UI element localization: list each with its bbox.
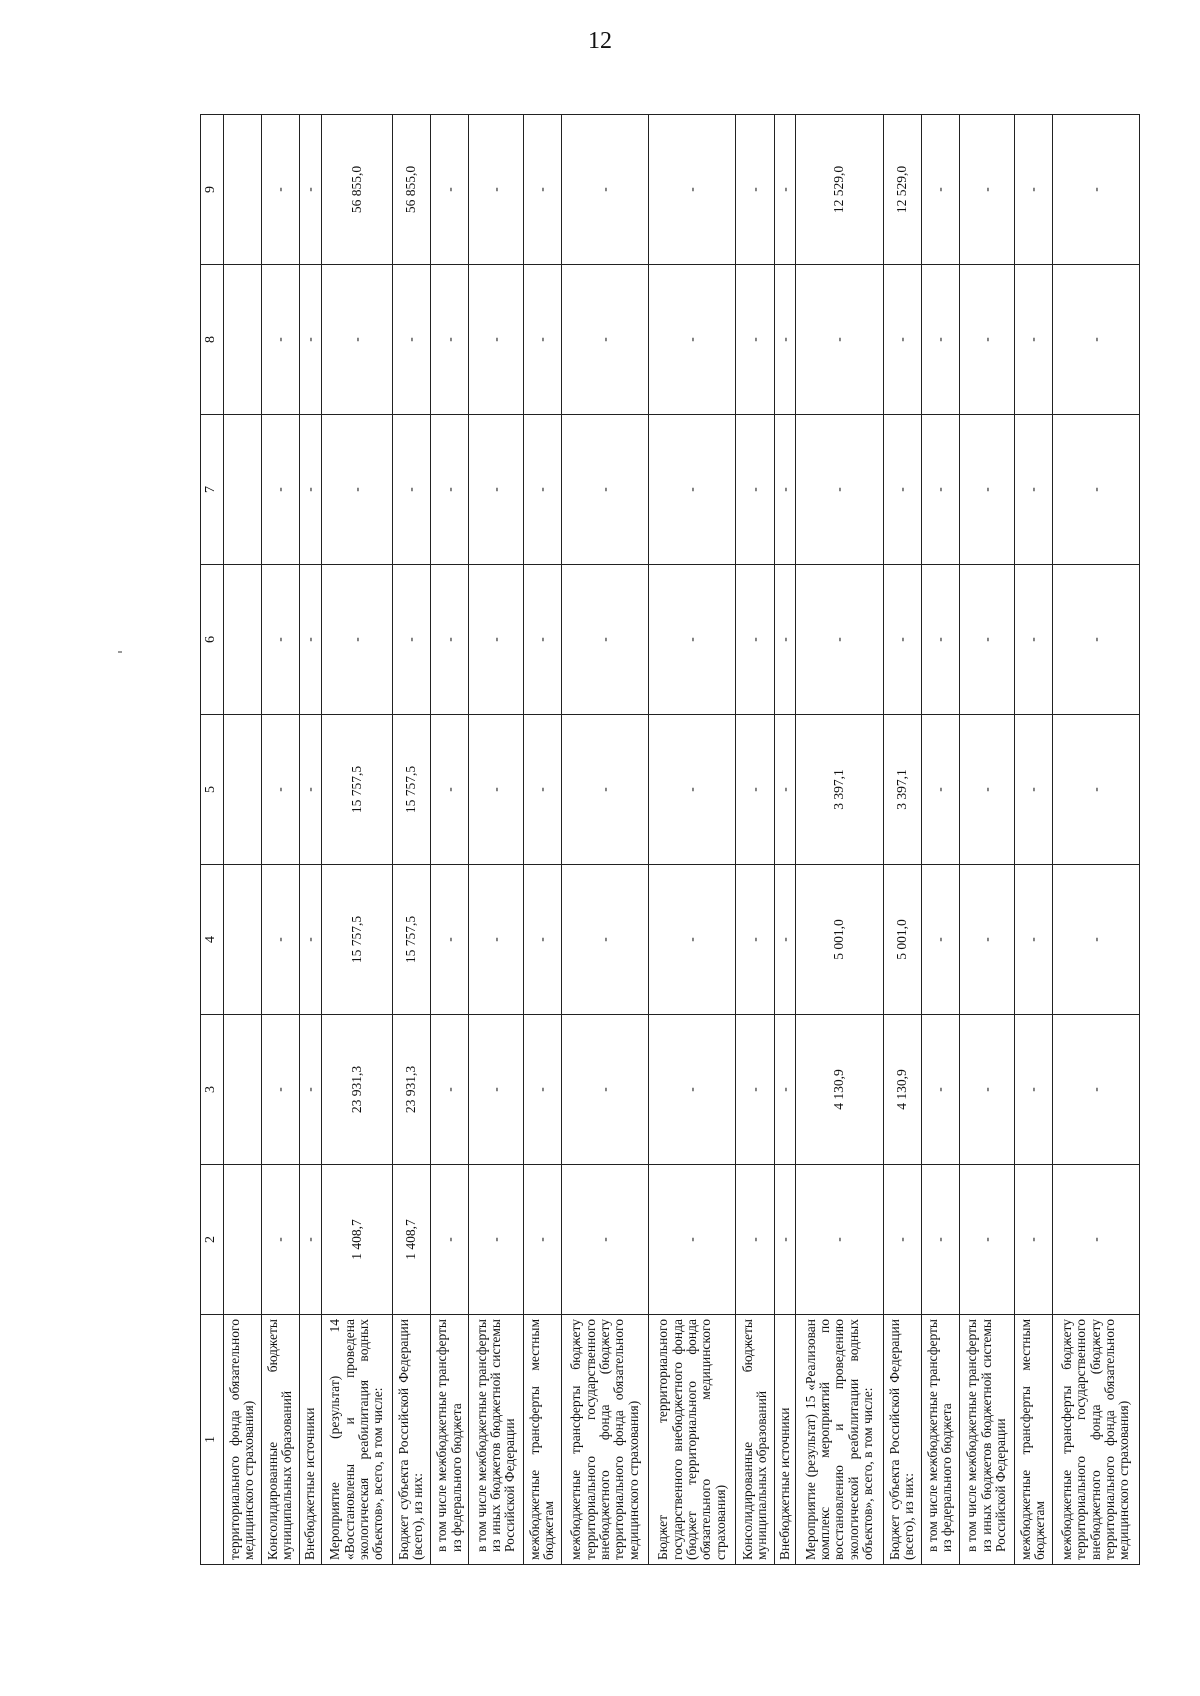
value-cell: 15 757,5 xyxy=(392,715,430,865)
value-cell xyxy=(223,1165,261,1315)
value-cell: 5 001,0 xyxy=(883,865,921,1015)
value-cell: - xyxy=(431,565,469,715)
value-cell: - xyxy=(883,565,921,715)
table-row xyxy=(774,115,796,1565)
value-cell xyxy=(223,415,261,565)
value-cell: - xyxy=(736,865,774,1015)
value-cell: - xyxy=(1014,265,1052,415)
row-label-cell: Консолидированные бюджеты муниципальных образований xyxy=(736,1315,774,1565)
column-header: 4 xyxy=(201,865,224,1015)
table-row xyxy=(649,115,736,1565)
value-cell: - xyxy=(469,115,524,265)
value-cell: 15 757,5 xyxy=(392,865,430,1015)
value-cell: - xyxy=(796,565,883,715)
row-label-cell: межбюджетные трансферты местным бюджетам xyxy=(523,1315,561,1565)
table-row xyxy=(431,115,469,1565)
row-label-cell: в том числе межбюджетные трансферты из федерального бюджета xyxy=(431,1315,469,1565)
column-header: 3 xyxy=(201,1015,224,1165)
value-cell: - xyxy=(300,415,322,565)
value-cell: 23 931,3 xyxy=(322,1015,393,1165)
row-label-cell: в том числе межбюджетные трансферты из иных бюджетов бюджетной системы Российской Федерации xyxy=(469,1315,524,1565)
value-cell: - xyxy=(960,115,1015,265)
value-cell: - xyxy=(322,265,393,415)
value-cell: - xyxy=(261,265,299,415)
table-row xyxy=(796,115,883,1565)
value-cell: - xyxy=(960,865,1015,1015)
value-cell: - xyxy=(562,115,649,265)
value-cell: - xyxy=(649,265,736,415)
value-cell xyxy=(223,865,261,1015)
value-cell: - xyxy=(649,415,736,565)
table-row xyxy=(223,115,261,1565)
value-cell: - xyxy=(562,1165,649,1315)
value-cell: 56 855,0 xyxy=(392,115,430,265)
value-cell: - xyxy=(796,1165,883,1315)
value-cell: - xyxy=(322,565,393,715)
value-cell: - xyxy=(261,415,299,565)
value-cell: - xyxy=(774,865,796,1015)
value-cell: - xyxy=(469,1165,524,1315)
budget-table xyxy=(200,114,1140,1565)
row-label-cell: Консолидированные бюджеты муниципальных образований xyxy=(261,1315,299,1565)
row-label-cell: в том числе межбюджетные трансферты из федерального бюджета xyxy=(921,1315,959,1565)
value-cell xyxy=(223,565,261,715)
value-cell: - xyxy=(1014,865,1052,1015)
value-cell: - xyxy=(300,1015,322,1165)
value-cell: - xyxy=(736,115,774,265)
value-cell: - xyxy=(300,115,322,265)
value-cell: - xyxy=(736,265,774,415)
value-cell: - xyxy=(431,115,469,265)
value-cell: - xyxy=(523,1015,561,1165)
page-number: 12 xyxy=(588,28,612,54)
value-cell: - xyxy=(562,715,649,865)
row-label-cell: межбюджетные трансферты местным бюджетам xyxy=(1014,1315,1052,1565)
value-cell xyxy=(223,265,261,415)
value-cell: - xyxy=(469,265,524,415)
value-cell: - xyxy=(796,265,883,415)
row-label-cell: Мероприятие (результат) 14 «Восстановлены и проведена экологическая реабилитация водных объектов», всего, в том числе: xyxy=(322,1315,393,1565)
value-cell: - xyxy=(960,1165,1015,1315)
value-cell: - xyxy=(562,865,649,1015)
table-row xyxy=(523,115,561,1565)
value-cell: - xyxy=(261,1165,299,1315)
value-cell: - xyxy=(649,865,736,1015)
row-label-cell: Внебюджетные источники xyxy=(774,1315,796,1565)
row-label-cell: Мероприятие (результат) 15 «Реализован комплекс мероприятий по восстановлению и проведению экологической реабилитации водных объектов», всего, в том числе: xyxy=(796,1315,883,1565)
value-cell xyxy=(223,115,261,265)
value-cell: - xyxy=(960,1015,1015,1165)
value-cell: - xyxy=(796,415,883,565)
row-label-cell: Бюджет территориального государственного внебюджетного фонда (бюджет территориального фонда обязательного медицинского страхования) xyxy=(649,1315,736,1565)
value-cell: - xyxy=(921,715,959,865)
value-cell: - xyxy=(431,1165,469,1315)
value-cell: - xyxy=(431,265,469,415)
value-cell: - xyxy=(300,715,322,865)
rotated-table-container xyxy=(200,115,1140,1565)
value-cell: - xyxy=(921,565,959,715)
value-cell: - xyxy=(883,415,921,565)
scan-artifact xyxy=(118,651,122,653)
column-header: 2 xyxy=(201,1165,224,1315)
value-cell: - xyxy=(774,1015,796,1165)
value-cell: - xyxy=(736,565,774,715)
value-cell: - xyxy=(261,865,299,1015)
column-header: 7 xyxy=(201,415,224,565)
value-cell: - xyxy=(300,565,322,715)
table-row xyxy=(921,115,959,1565)
value-cell: - xyxy=(774,115,796,265)
value-cell: - xyxy=(736,715,774,865)
table-row xyxy=(960,115,1015,1565)
value-cell: - xyxy=(921,415,959,565)
value-cell: - xyxy=(1014,415,1052,565)
value-cell: - xyxy=(960,565,1015,715)
value-cell: - xyxy=(300,1165,322,1315)
value-cell: 3 397,1 xyxy=(883,715,921,865)
value-cell: - xyxy=(960,265,1015,415)
value-cell: - xyxy=(261,565,299,715)
value-cell: 4 130,9 xyxy=(883,1015,921,1165)
value-cell: - xyxy=(1052,865,1139,1015)
value-cell: 23 931,3 xyxy=(392,1015,430,1165)
value-cell: - xyxy=(523,265,561,415)
value-cell: - xyxy=(774,415,796,565)
value-cell: - xyxy=(523,865,561,1015)
value-cell: - xyxy=(523,565,561,715)
table-header-row xyxy=(201,115,224,1565)
value-cell: - xyxy=(261,715,299,865)
value-cell: - xyxy=(1014,115,1052,265)
value-cell: - xyxy=(1052,1015,1139,1165)
value-cell: - xyxy=(774,715,796,865)
value-cell: 15 757,5 xyxy=(322,865,393,1015)
row-label-cell: межбюджетные трансферты бюджету территориального государственного внебюджетного фонда (бюджету территориального фонда обязательного медицинского страхования) xyxy=(1052,1315,1139,1565)
value-cell: - xyxy=(774,1165,796,1315)
value-cell: - xyxy=(523,715,561,865)
value-cell: - xyxy=(1052,265,1139,415)
row-label-cell: Внебюджетные источники xyxy=(300,1315,322,1565)
value-cell: 5 001,0 xyxy=(796,865,883,1015)
value-cell: 12 529,0 xyxy=(796,115,883,265)
value-cell: - xyxy=(392,565,430,715)
value-cell: - xyxy=(1052,715,1139,865)
value-cell xyxy=(223,1015,261,1165)
value-cell: - xyxy=(431,865,469,1015)
value-cell: - xyxy=(649,565,736,715)
value-cell: - xyxy=(469,865,524,1015)
row-label-cell: в том числе межбюджетные трансферты из иных бюджетов бюджетной системы Российской Федерации xyxy=(960,1315,1015,1565)
value-cell: - xyxy=(562,565,649,715)
value-cell: - xyxy=(392,265,430,415)
value-cell: - xyxy=(431,715,469,865)
value-cell: 1 408,7 xyxy=(392,1165,430,1315)
table-row xyxy=(392,115,430,1565)
value-cell: - xyxy=(1014,1015,1052,1165)
value-cell: - xyxy=(921,115,959,265)
value-cell: - xyxy=(736,1015,774,1165)
value-cell: - xyxy=(1014,1165,1052,1315)
value-cell: - xyxy=(649,715,736,865)
value-cell: 1 408,7 xyxy=(322,1165,393,1315)
value-cell: - xyxy=(300,865,322,1015)
value-cell: - xyxy=(523,1165,561,1315)
row-label-cell: межбюджетные трансферты бюджету территориального государственного внебюджетного фонда (бюджету территориального фонда обязательного медицинского страхования) xyxy=(562,1315,649,1565)
value-cell: - xyxy=(736,415,774,565)
value-cell: 4 130,9 xyxy=(796,1015,883,1165)
column-header: 1 xyxy=(201,1315,224,1565)
value-cell: - xyxy=(1052,1165,1139,1315)
budget-table-body xyxy=(201,115,1140,1565)
value-cell: - xyxy=(300,265,322,415)
value-cell: - xyxy=(649,115,736,265)
column-header: 6 xyxy=(201,565,224,715)
value-cell: - xyxy=(921,865,959,1015)
value-cell xyxy=(223,715,261,865)
row-label-cell: Бюджет субъекта Российской Федерации (всего), из них: xyxy=(392,1315,430,1565)
value-cell: - xyxy=(960,415,1015,565)
value-cell: - xyxy=(1052,415,1139,565)
table-row xyxy=(1052,115,1139,1565)
value-cell: - xyxy=(431,415,469,565)
value-cell: - xyxy=(523,415,561,565)
value-cell: 56 855,0 xyxy=(322,115,393,265)
value-cell: - xyxy=(322,415,393,565)
value-cell: - xyxy=(523,115,561,265)
value-cell: - xyxy=(562,415,649,565)
value-cell: - xyxy=(649,1165,736,1315)
value-cell: - xyxy=(392,415,430,565)
value-cell: - xyxy=(921,1015,959,1165)
value-cell: - xyxy=(261,115,299,265)
table-row xyxy=(883,115,921,1565)
column-header: 8 xyxy=(201,265,224,415)
table-row xyxy=(300,115,322,1565)
value-cell: 15 757,5 xyxy=(322,715,393,865)
value-cell: - xyxy=(469,1015,524,1165)
value-cell: - xyxy=(261,1015,299,1165)
value-cell: - xyxy=(1052,565,1139,715)
value-cell: - xyxy=(1052,115,1139,265)
value-cell: - xyxy=(1014,565,1052,715)
value-cell: - xyxy=(774,265,796,415)
table-row xyxy=(1014,115,1052,1565)
table-row xyxy=(562,115,649,1565)
value-cell: - xyxy=(469,415,524,565)
value-cell: - xyxy=(1014,715,1052,865)
value-cell: - xyxy=(883,265,921,415)
table-row xyxy=(261,115,299,1565)
table-row xyxy=(469,115,524,1565)
value-cell: - xyxy=(649,1015,736,1165)
value-cell: - xyxy=(921,265,959,415)
value-cell: - xyxy=(431,1015,469,1165)
value-cell: - xyxy=(469,715,524,865)
column-header: 9 xyxy=(201,115,224,265)
value-cell: - xyxy=(562,265,649,415)
value-cell: - xyxy=(960,715,1015,865)
row-label-cell: территориального фонда обязательного медицинского страхования) xyxy=(223,1315,261,1565)
value-cell: - xyxy=(736,1165,774,1315)
row-label-cell: Бюджет субъекта Российской Федерации (всего), из них: xyxy=(883,1315,921,1565)
column-header: 5 xyxy=(201,715,224,865)
value-cell: - xyxy=(562,1015,649,1165)
value-cell: 3 397,1 xyxy=(796,715,883,865)
value-cell: 12 529,0 xyxy=(883,115,921,265)
value-cell: - xyxy=(469,565,524,715)
value-cell: - xyxy=(921,1165,959,1315)
table-row xyxy=(736,115,774,1565)
value-cell: - xyxy=(883,1165,921,1315)
value-cell: - xyxy=(774,565,796,715)
table-row xyxy=(322,115,393,1565)
